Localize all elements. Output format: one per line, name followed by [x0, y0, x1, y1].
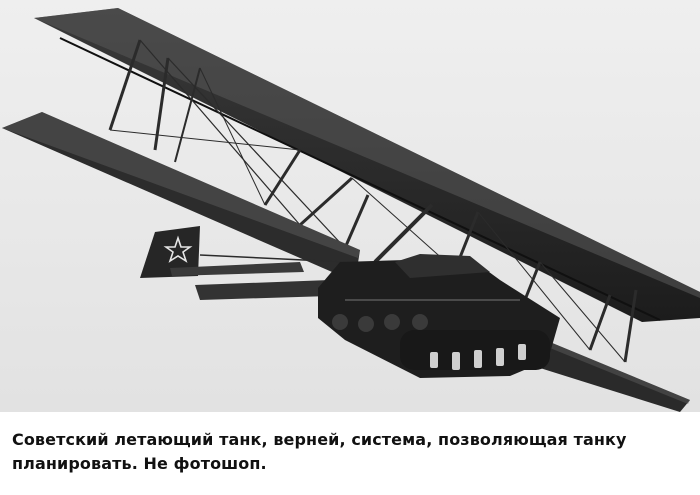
- photo-caption: Советский летающий танк, верней, система, позволяющая танку планировать. Не фотошоп.: [12, 430, 627, 473]
